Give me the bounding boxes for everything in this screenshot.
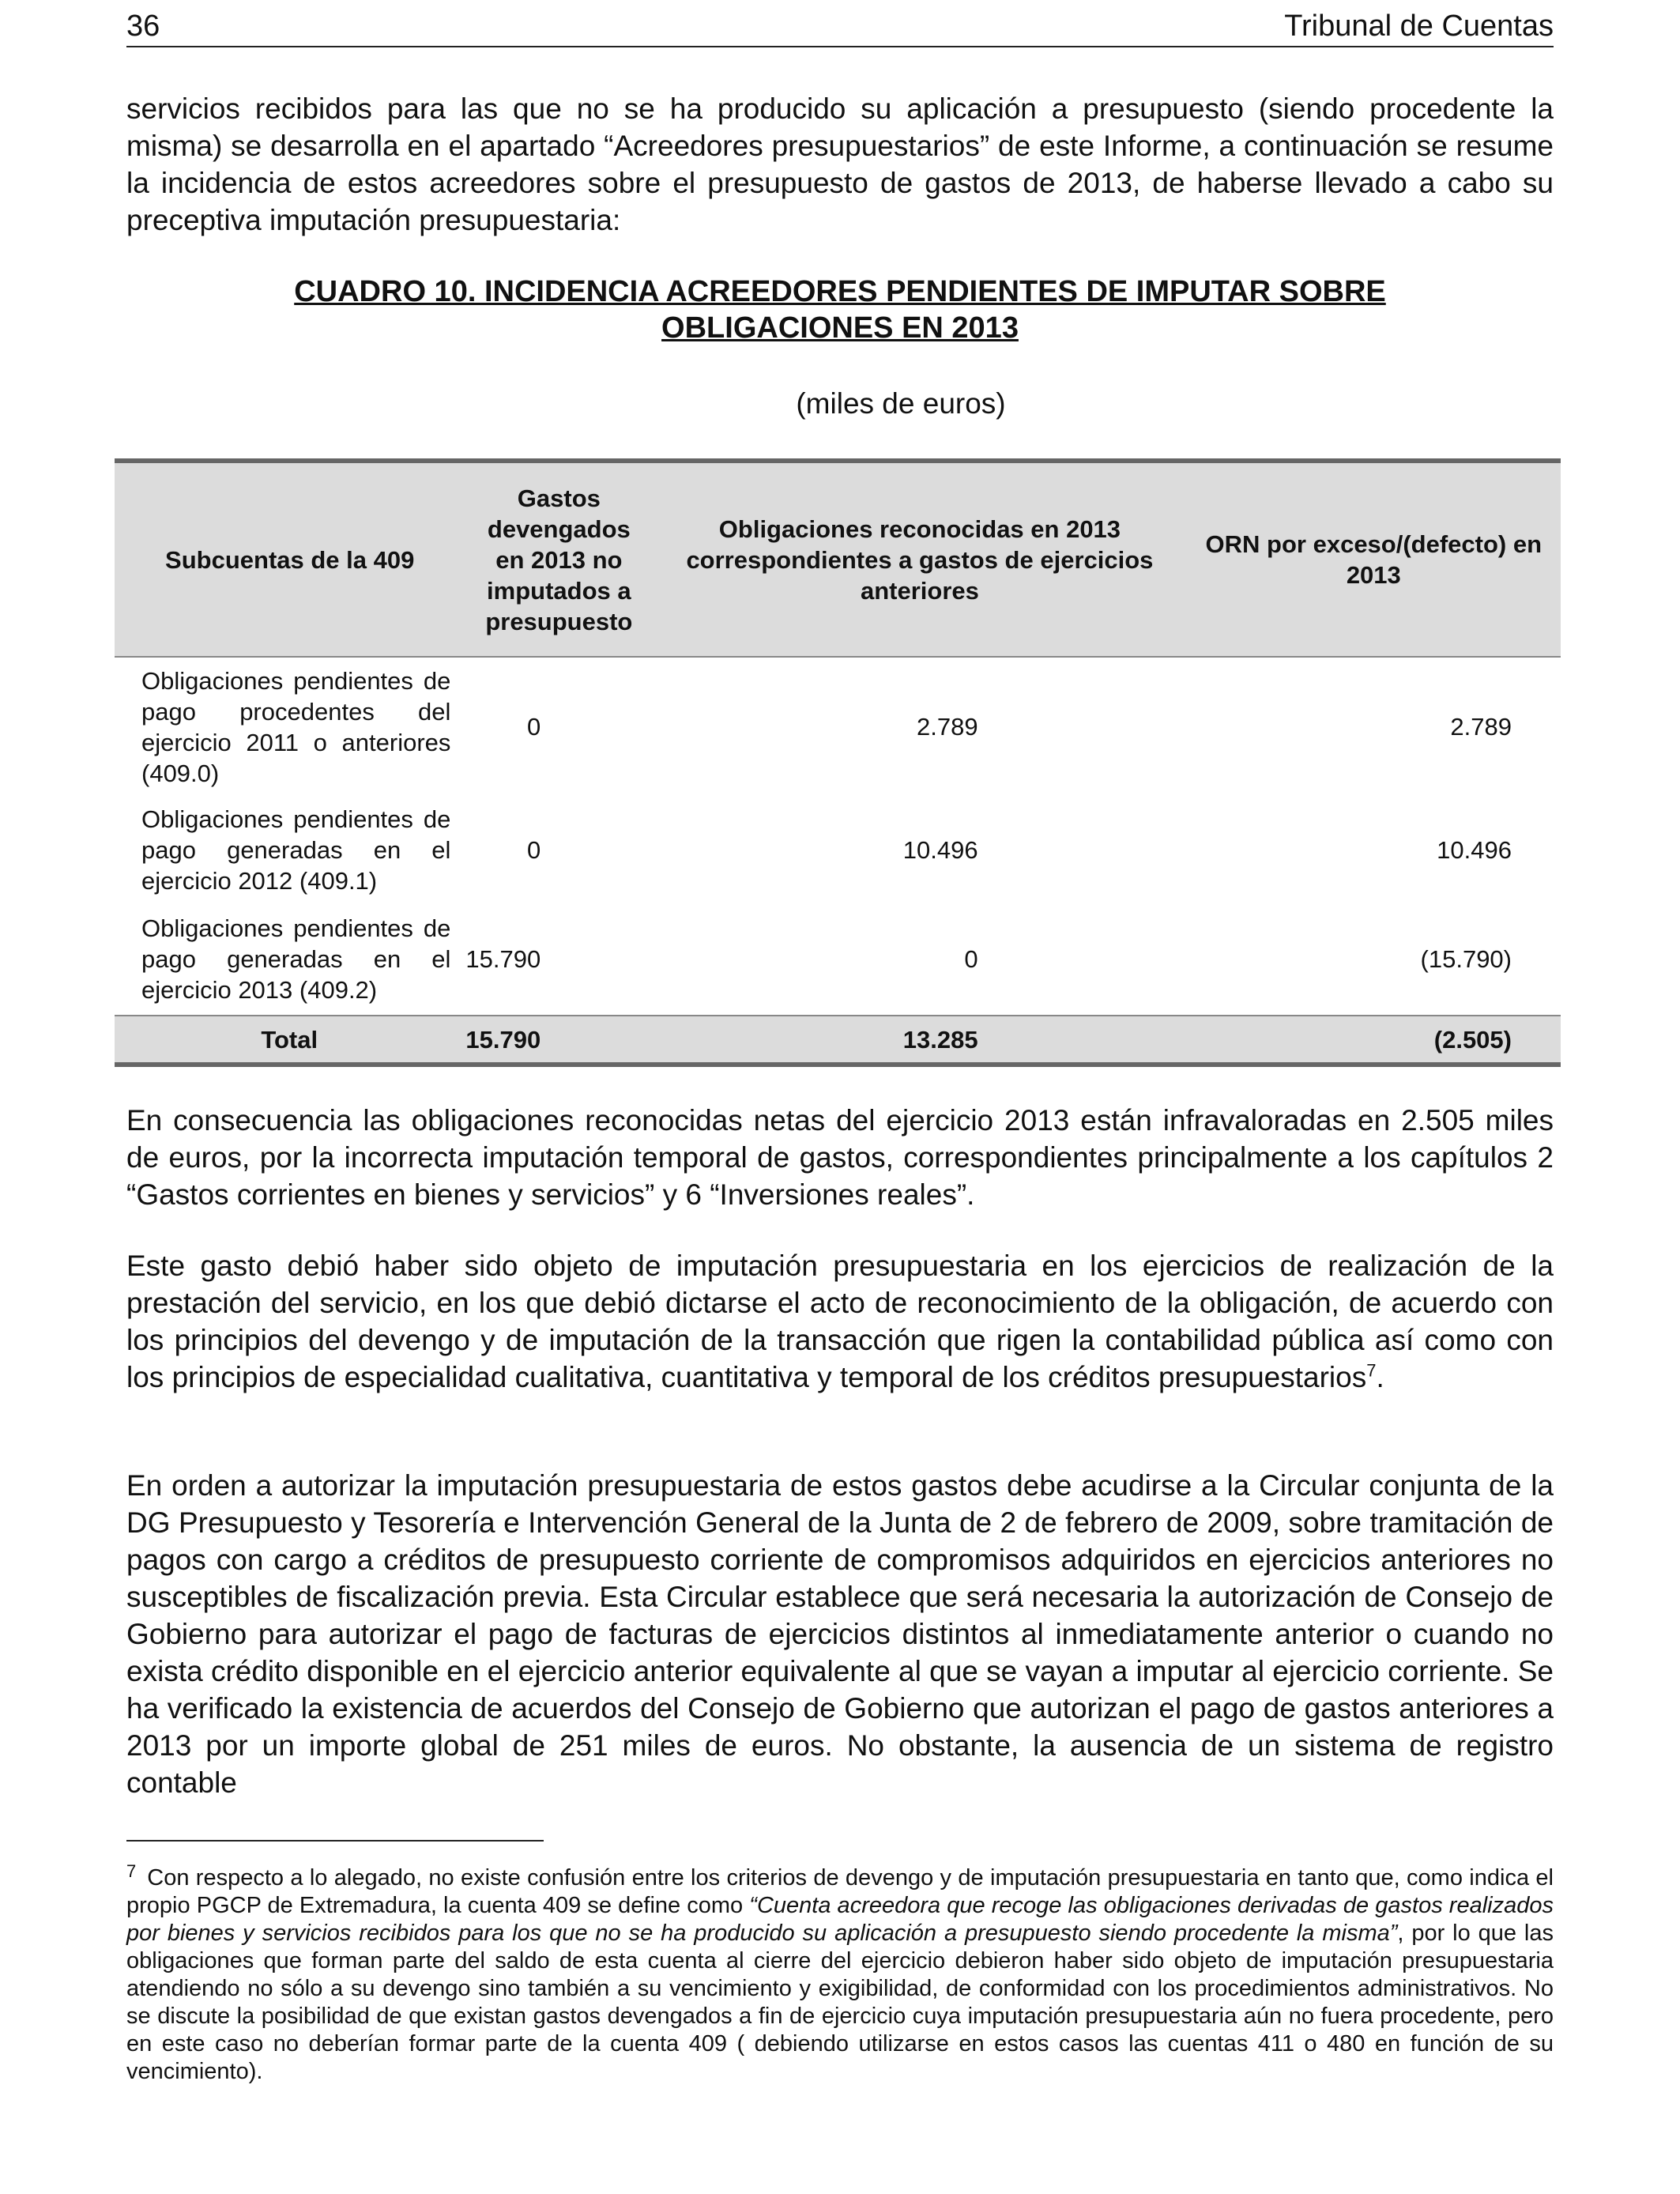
table-title-line-2: OBLIGACIONES EN 2013 (661, 311, 1019, 345)
footnote-text-after: , por lo que las obligaciones que forman parte del saldo de esta cuenta al cierre del ejercicio debieron haber sido objeto de imputación presupuestaria atendiendo no sólo a su devengo sino también a su vencimiento y exigibilidad, de conformidad con los procedimientos administrativos. No se discute la posibilidad de que existan gastos devengados a fin de ejercicio cuya imputación presupuestaria aún no fuera procedente, pero en este caso no deberían formar parte de la cuenta 409 ( debiendo utilizarse en estos casos las cuentas 411 o 480 en función de su vencimiento). (126, 1921, 1554, 2084)
row-label: Obligaciones pendientes de pago generadas en el ejercicio 2013 (409.2) (141, 914, 451, 1004)
gasto-paragraph-text: Este gasto debió haber sido objeto de imputación presupuestaria en los ejercicios de realización de la prestación del servicio, en los que debió dictarse el acto de reconocimiento de la obligación, de acuerdo con los principios del devengo y de imputación de la transacción que rigen la contabilidad pública así como con los principios de especialidad cualitativa, cuantitativa y temporal de los créditos presupuestarios (126, 1250, 1554, 1393)
table-header (115, 461, 1561, 657)
table-row (115, 903, 1561, 1016)
column-header-subcuentas: Subcuentas de la 409 (115, 461, 465, 657)
footnote-quote: “Cuenta acreedora que recoge las obligaciones derivadas de gastos realizados por bienes y servicios recibidos para los que no se ha producido su aplicación a presupuesto siendo procedente la misma” (126, 1893, 1554, 1946)
total-orn: (2.505) (1187, 1016, 1561, 1065)
cell-obligaciones: 0 (964, 945, 978, 973)
column-header-obligaciones: Obligaciones reconocidas en 2013 correspondientes a gastos de ejercicios anteriores (653, 461, 1186, 657)
gasto-paragraph (126, 1247, 1554, 1396)
row-label: Obligaciones pendientes de pago generadas en el ejercicio 2012 (409.1) (141, 805, 451, 895)
cell-obligaciones: 10.496 (902, 835, 978, 864)
column-header-gastos: Gastos devengados en 2013 no imputados a presupuesto (465, 461, 653, 657)
table-row (115, 657, 1561, 796)
page-header (126, 6, 1554, 47)
footnote-number: 7 (126, 1861, 137, 1881)
data-table (115, 458, 1561, 1067)
intro-paragraph: servicios recibidos para las que no se ha producido su aplicación a presupuesto (siendo procedente la misma) se desarrolla en el apartado “Acreedores presupuestarios” de este Informe, a continuación se resume la incidencia de estos acreedores sobre el presupuesto de gastos de 2013, de haberse llevado a cabo su preceptiva imputación presupuestaria: (126, 92, 1554, 236)
cell-gastos: 0 (527, 835, 541, 864)
page-number: 36 (126, 9, 160, 43)
cell-gastos: 0 (527, 713, 541, 741)
table-title (126, 273, 1554, 346)
gasto-paragraph-end: . (1376, 1361, 1384, 1393)
footnote-text-before: Con respecto a lo alegado, no existe confusión entre los criterios de devengo y de imputación presupuestaria en tanto que, como indica el propio PGCP de Extremadura, la cuenta 409 se define como (126, 1865, 1554, 1918)
table-title-line-1: CUADRO 10. INCIDENCIA ACREEDORES PENDIENTES DE IMPUTAR SOBRE (294, 275, 1386, 308)
cell-obligaciones: 2.789 (917, 713, 978, 741)
footnote-reference: 7 (1366, 1360, 1377, 1381)
table-units: (miles de euros) (796, 387, 1006, 420)
row-label: Obligaciones pendientes de pago procedentes del ejercicio 2011 o anteriores (409.0) (141, 666, 451, 787)
conclusion-paragraph: En consecuencia las obligaciones reconocidas netas del ejercicio 2013 están infravaloradas en 2.505 miles de euros, por la incorrecta imputación temporal de gastos, correspondientes principalmente a los capítulos 2 “Gastos corrientes en bienes y servicios” y 6 “Inversiones reales”. (126, 1104, 1554, 1211)
total-obligaciones: 13.285 (653, 1016, 1186, 1065)
cell-gastos: 15.790 (465, 945, 541, 973)
cell-orn: 10.496 (1437, 835, 1512, 864)
cell-orn: (15.790) (1420, 945, 1512, 973)
cell-orn: 2.789 (1450, 713, 1512, 741)
total-gastos: 15.790 (465, 1016, 653, 1065)
header-organization: Tribunal de Cuentas (1284, 9, 1554, 43)
total-label: Total (115, 1016, 465, 1065)
footnote (126, 1857, 1554, 2086)
footnote-divider (126, 1840, 544, 1842)
orden-paragraph: En orden a autorizar la imputación presupuestaria de estos gastos debe acudirse a la Circular conjunta de la DG Presupuesto y Tesorería e Intervención General de la Junta de 2 de febrero de 2009, sobre tramitación de pagos con cargo a créditos de presupuesto corriente de compromisos adquiridos en ejercicios anteriores no susceptibles de fiscalización previa. Esta Circular establece que será necesaria la autorización de Consejo de Gobierno para autorizar el pago de facturas de ejercicios distintos al inmediatamente anterior o cuando no exista crédito disponible en el ejercicio anterior equivalente al que se vayan a imputar al ejercicio corriente. Se ha verificado la existencia de acuerdos del Consejo de Gobierno que autorizan el pago de gastos anteriores a 2013 por un importe global de 251 miles de euros. No obstante, la ausencia de un sistema de registro contable (126, 1469, 1554, 1799)
total-row (115, 1016, 1561, 1065)
table-row (115, 796, 1561, 903)
column-header-orn: ORN por exceso/(defecto) en 2013 (1187, 461, 1561, 657)
